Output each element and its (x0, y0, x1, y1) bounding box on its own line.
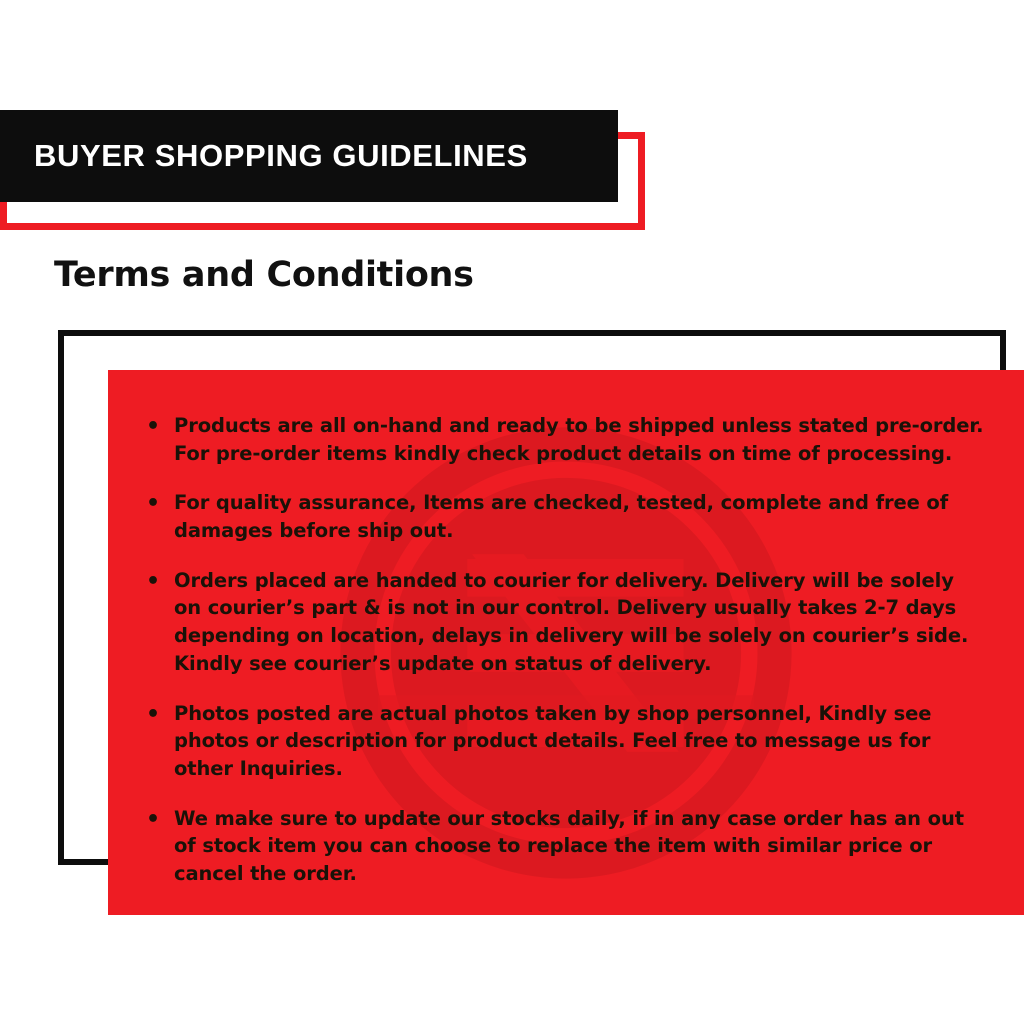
list-item: • Products are all on-hand and ready to be shipped unless stated pre-order. For pre-order items kindly check product details on time of processing. (140, 412, 986, 467)
list-item: • For quality assurance, Items are checked, tested, complete and free of damages before ship out. (140, 489, 986, 544)
terms-list (140, 412, 986, 910)
list-item: • Orders placed are handed to courier for delivery. Delivery will be solely on courier’s part & is not in our control. Delivery usually takes 2-7 days depending on location, delays in delivery will be solely on courier’s side. Kindly see courier’s update on status of delivery. (140, 567, 986, 678)
header-banner (0, 110, 655, 232)
page-title: BUYER SHOPPING GUIDELINES (34, 138, 528, 173)
list-item: • Photos posted are actual photos taken by shop personnel, Kindly see photos or description for product details. Feel free to message us for other Inquiries. (140, 700, 986, 783)
section-title: Terms and Conditions (54, 255, 474, 295)
terms-panel (108, 370, 1024, 915)
list-item: • We make sure to update our stocks daily, if in any case order has an out of stock item you can choose to replace the item with similar price or cancel the order. (140, 805, 986, 888)
